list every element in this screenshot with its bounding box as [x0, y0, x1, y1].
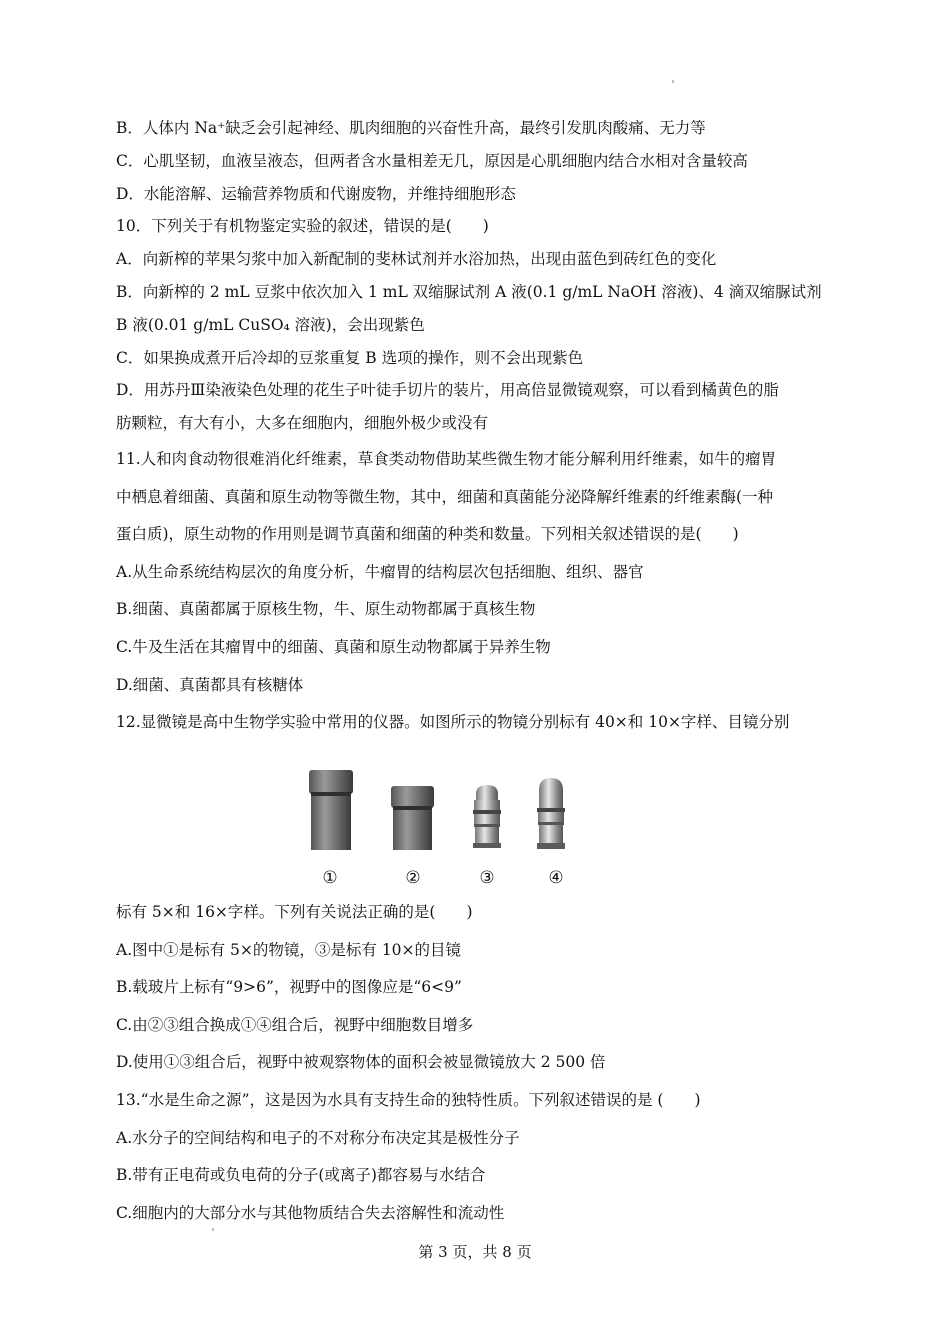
option-c: C．心肌坚韧，血液呈液态，但两者含水量相差无几，原因是心肌细胞内结合水相对含量较高 [116, 151, 748, 170]
option-b: B.带有正电荷或负电荷的分子(或离子)都容易与水结合 [116, 1166, 486, 1185]
option-d-cont: 肪颗粒，有大有小，大多在细胞内，细胞外极少或没有 [116, 414, 489, 433]
option-b: B.载玻片上标有“9>6”，视野中的图像应是“6<9” [116, 978, 462, 997]
option-c: C.细胞内的大部分水与其他物质结合失去溶解性和流动性 [116, 1203, 505, 1222]
option-c: C.由②③组合换成①④组合后，视野中细胞数目增多 [116, 1015, 474, 1034]
objective-4-icon [537, 778, 565, 849]
figure-label-4: ④ [548, 868, 564, 888]
option-b-cont: B 液(0.01 g/mL CuSO₄ 溶液)，会出现紫色 [116, 315, 425, 334]
question-block-12-13 [116, 894, 701, 1232]
option-d: D.使用①③组合后，视野中被观察物体的面积会被显微镜放大 2 500 倍 [116, 1053, 606, 1072]
option-a: A.从生命系统结构层次的角度分析，牛瘤胃的结构层次包括细胞、组织、器官 [116, 562, 644, 581]
eyepiece-2-icon [391, 786, 434, 850]
option-a: A.水分子的空间结构和电子的不对称分布决定其是极性分子 [116, 1128, 520, 1147]
option-c: C.牛及生活在其瘤胃中的细菌、真菌和原生动物都属于异养生物 [116, 637, 551, 656]
objective-3-icon [473, 785, 501, 848]
option-b: B．人体内 Na⁺缺乏会引起神经、肌肉细胞的兴奋性升高，最终引发肌肉酸痛、无力等 [116, 119, 706, 137]
figure-label-3: ③ [479, 868, 495, 888]
question-10-stem: 10．下列关于有机物鉴定实验的叙述，错误的是( ) [116, 217, 489, 236]
question-block-9-10 [116, 112, 822, 440]
eyepiece-1-icon [309, 770, 353, 850]
scan-mark [672, 80, 674, 83]
option-b: B.细菌、真菌都属于原核生物，牛、原生动物都属于真核生物 [116, 600, 536, 619]
figure-label-2: ② [405, 868, 421, 888]
option-a: A.图中①是标有 5×的物镜，③是标有 10×的目镜 [116, 940, 462, 959]
option-d: D．水能溶解、运输营养物质和代谢废物，并维持细胞形态 [116, 184, 516, 203]
option-a: A．向新榨的苹果匀浆中加入新配制的斐林试剂并水浴加热，出现由蓝色到砖红色的变化 [116, 250, 717, 269]
figure-label-1: ① [322, 868, 338, 888]
question-11-stem: 11.人和肉食动物很难消化纤维素，草食类动物借助某些微生物才能分解利用纤维素，如牛的瘤胃 [116, 450, 777, 468]
option-b: B．向新榨的 2 mL 豆浆中依次加入 1 mL 双缩脲试剂 A 液(0.1 g/mL NaOH 溶液)、4 滴双缩脲试剂 [116, 282, 822, 301]
question-block-11-12 [116, 441, 789, 742]
question-12-stem: 12.显微镜是高中生物学实验中常用的仪器。如图所示的物镜分别标有 40×和 10×字样、目镜分别 [116, 713, 790, 732]
option-d: D．用苏丹Ⅲ染液染色处理的花生子叶徒手切片的装片，用高倍显微镜观察，可以看到橘黄色的脂 [116, 381, 779, 400]
question-11-stem-cont: 蛋白质)，原生动物的作用则是调节真菌和细菌的种类和数量。下列相关叙述错误的是( ) [116, 525, 739, 544]
option-c: C．如果换成煮开后冷却的豆浆重复 B 选项的操作，则不会出现紫色 [116, 348, 584, 367]
option-d: D.细菌、真菌都具有核糖体 [116, 675, 304, 694]
question-12-stem-cont: 标有 5×和 16×字样。下列有关说法正确的是( ) [116, 903, 473, 921]
page-number-footer: 第 3 页，共 8 页 [418, 1243, 532, 1261]
question-13-stem: 13.“水是生命之源”，这是因为水具有支持生命的独特性质。下列叙述错误的是 ( ) [116, 1090, 701, 1109]
question-11-stem-cont: 中栖息着细菌、真菌和原生动物等微生物，其中，细菌和真菌能分泌降解纤维素的纤维素酶(一种 [116, 487, 774, 506]
